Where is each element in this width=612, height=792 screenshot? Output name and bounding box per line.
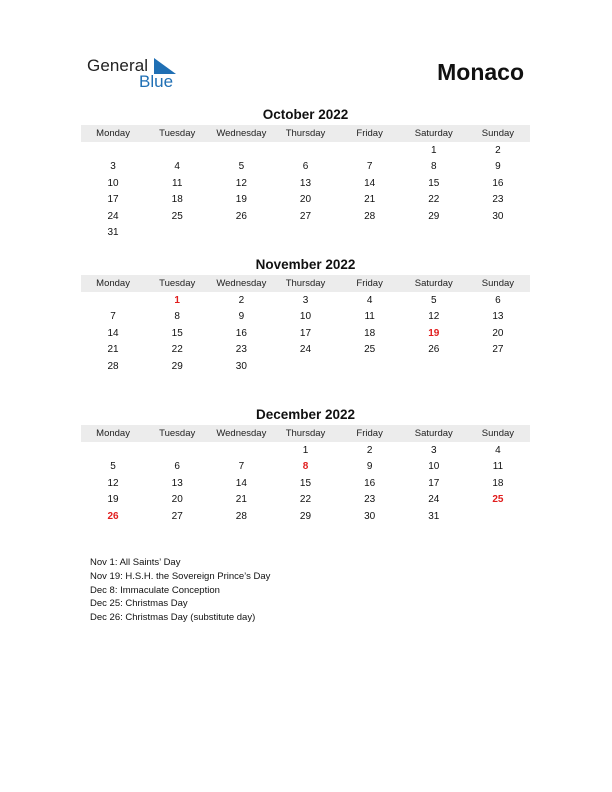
day-cell: 22 [428, 194, 440, 206]
day-cell: 29 [428, 210, 440, 222]
day-cell: 24 [299, 344, 312, 356]
month-title: November 2022 [255, 257, 356, 272]
day-cell: 20 [492, 327, 504, 339]
weekday-label: Monday [96, 128, 130, 139]
holiday-note: Dec 8: Immaculate Conception [90, 584, 220, 596]
day-cell: 13 [171, 477, 183, 489]
day-cell: 8 [430, 161, 437, 173]
day-cell: 3 [430, 444, 437, 456]
day-cell: 3 [110, 161, 116, 173]
holiday-day-cell: 26 [107, 510, 119, 522]
day-cell: 9 [495, 161, 501, 173]
weekday-label: Wednesday [216, 428, 267, 439]
day-cell: 16 [364, 477, 376, 489]
week-row [81, 309, 530, 326]
month-november [81, 255, 530, 375]
week-row [81, 442, 530, 459]
day-cell: 28 [364, 210, 376, 222]
weekday-label: Friday [356, 128, 383, 139]
weekday-label: Wednesday [216, 278, 267, 289]
week-row [81, 192, 530, 209]
day-cell: 29 [299, 510, 312, 522]
week-row [81, 292, 530, 309]
day-cell: 3 [302, 294, 309, 306]
day-cell: 17 [107, 194, 119, 206]
weekday-label: Thursday [285, 428, 326, 439]
day-cell: 22 [299, 494, 312, 506]
day-cell: 10 [107, 177, 119, 189]
day-cell: 24 [428, 494, 440, 506]
weekday-label: Monday [96, 278, 130, 289]
weekday-label: Thursday [285, 278, 326, 289]
day-cell: 20 [171, 494, 183, 506]
week-row [81, 508, 530, 525]
day-cell: 23 [235, 344, 247, 356]
week-row [81, 492, 530, 509]
day-cell: 2 [366, 444, 373, 456]
day-cell: 27 [299, 210, 312, 222]
weekday-label: Saturday [414, 128, 453, 139]
day-cell: 31 [107, 227, 119, 239]
day-cell: 18 [492, 477, 504, 489]
day-cell: 16 [492, 177, 504, 189]
day-cell: 1 [302, 444, 309, 456]
brand-logo [87, 56, 197, 92]
day-cell: 24 [107, 210, 119, 222]
holiday-notes [90, 556, 270, 625]
day-cell: 23 [492, 194, 504, 206]
holiday-note: Nov 19: H.S.H. the Sovereign Prince’s Day [90, 570, 271, 582]
day-cell: 25 [171, 210, 183, 222]
week-row [81, 225, 530, 242]
day-cell: 11 [364, 311, 375, 323]
holiday-day-cell: 19 [428, 327, 440, 339]
day-cell: 16 [235, 327, 247, 339]
day-cell: 15 [171, 327, 183, 339]
day-cell: 9 [238, 311, 245, 323]
weekday-header-row [81, 425, 530, 442]
month-title: December 2022 [255, 407, 356, 422]
weekday-label: Sunday [481, 428, 515, 439]
weekday-label: Friday [356, 278, 383, 289]
day-cell: 14 [364, 177, 376, 189]
day-cell: 21 [235, 494, 247, 506]
weekday-label: Tuesday [159, 428, 196, 439]
day-cell: 1 [430, 144, 437, 156]
day-cell: 7 [110, 311, 116, 323]
day-cell: 21 [364, 194, 376, 206]
day-cell: 12 [107, 477, 119, 489]
day-cell: 30 [235, 360, 247, 372]
day-cell: 10 [428, 461, 440, 473]
day-cell: 21 [107, 344, 119, 356]
day-cell: 26 [235, 210, 247, 222]
day-cell: 31 [428, 510, 440, 522]
day-cell: 13 [299, 177, 312, 189]
day-cell: 27 [492, 344, 504, 356]
holiday-note: Dec 25: Christmas Day [90, 598, 188, 610]
holiday-day-cell: 8 [302, 461, 309, 473]
weekday-label: Saturday [414, 428, 453, 439]
week-row [81, 342, 530, 359]
weekday-header-row [81, 275, 530, 292]
day-cell: 27 [171, 510, 183, 522]
day-cell: 5 [238, 161, 245, 173]
day-cell: 28 [107, 360, 119, 372]
day-cell: 25 [364, 344, 376, 356]
logo-text-blue: Blue [139, 72, 174, 91]
day-cell: 4 [495, 444, 501, 456]
week-row [81, 358, 530, 375]
day-cell: 23 [364, 494, 376, 506]
day-cell: 29 [171, 360, 183, 372]
day-cell: 30 [492, 210, 504, 222]
day-cell: 17 [299, 327, 312, 339]
day-cell: 7 [238, 461, 245, 473]
day-cell: 15 [299, 477, 312, 489]
day-cell: 6 [302, 161, 309, 173]
day-cell: 15 [428, 177, 440, 189]
day-cell: 2 [238, 294, 245, 306]
holiday-day-cell: 1 [174, 294, 180, 306]
day-cell: 17 [428, 477, 440, 489]
day-cell: 13 [492, 311, 504, 323]
weekday-label: Wednesday [216, 128, 267, 139]
day-cell: 22 [171, 344, 183, 356]
day-cell: 18 [364, 327, 376, 339]
weekday-label: Monday [96, 428, 130, 439]
day-cell: 2 [495, 144, 501, 156]
day-cell: 20 [299, 194, 312, 206]
holiday-day-cell: 25 [492, 494, 504, 506]
holiday-note: Nov 1: All Saints’ Day [90, 557, 181, 568]
country-title: Monaco [437, 59, 524, 85]
day-cell: 18 [171, 194, 183, 206]
day-cell: 19 [235, 194, 247, 206]
day-cell: 12 [428, 311, 440, 323]
week-row [81, 142, 530, 159]
weekday-label: Friday [356, 428, 383, 439]
day-cell: 6 [495, 294, 501, 306]
day-cell: 7 [366, 161, 373, 173]
weekday-label: Saturday [414, 278, 453, 289]
weekday-label: Tuesday [159, 278, 196, 289]
week-row [81, 208, 530, 225]
weekday-header-row [81, 125, 530, 142]
day-cell: 5 [110, 461, 116, 473]
day-cell: 4 [366, 294, 373, 306]
day-cell: 10 [299, 311, 312, 323]
day-cell: 14 [107, 327, 119, 339]
weekday-label: Sunday [481, 278, 515, 289]
month-december [81, 405, 530, 525]
week-row [81, 475, 530, 492]
day-cell: 8 [174, 311, 180, 323]
week-row [81, 175, 530, 192]
week-row [81, 325, 530, 342]
week-row [81, 159, 530, 176]
day-cell: 4 [174, 161, 180, 173]
weekday-label: Tuesday [159, 128, 196, 139]
day-cell: 12 [235, 177, 247, 189]
day-cell: 19 [107, 494, 119, 506]
day-cell: 26 [428, 344, 440, 356]
week-row [81, 459, 530, 476]
month-title: October 2022 [262, 107, 349, 122]
day-cell: 11 [172, 177, 183, 189]
month-october [81, 105, 530, 241]
day-cell: 5 [430, 294, 437, 306]
day-cell: 9 [366, 461, 373, 473]
day-cell: 14 [235, 477, 247, 489]
weekday-label: Sunday [481, 128, 515, 139]
day-cell: 28 [235, 510, 247, 522]
logo-text-general: General [87, 56, 149, 75]
day-cell: 11 [492, 461, 504, 473]
weekday-label: Thursday [285, 128, 326, 139]
day-cell: 6 [174, 461, 180, 473]
holiday-note: Dec 26: Christmas Day (substitute day) [90, 612, 256, 624]
day-cell: 30 [364, 510, 376, 522]
